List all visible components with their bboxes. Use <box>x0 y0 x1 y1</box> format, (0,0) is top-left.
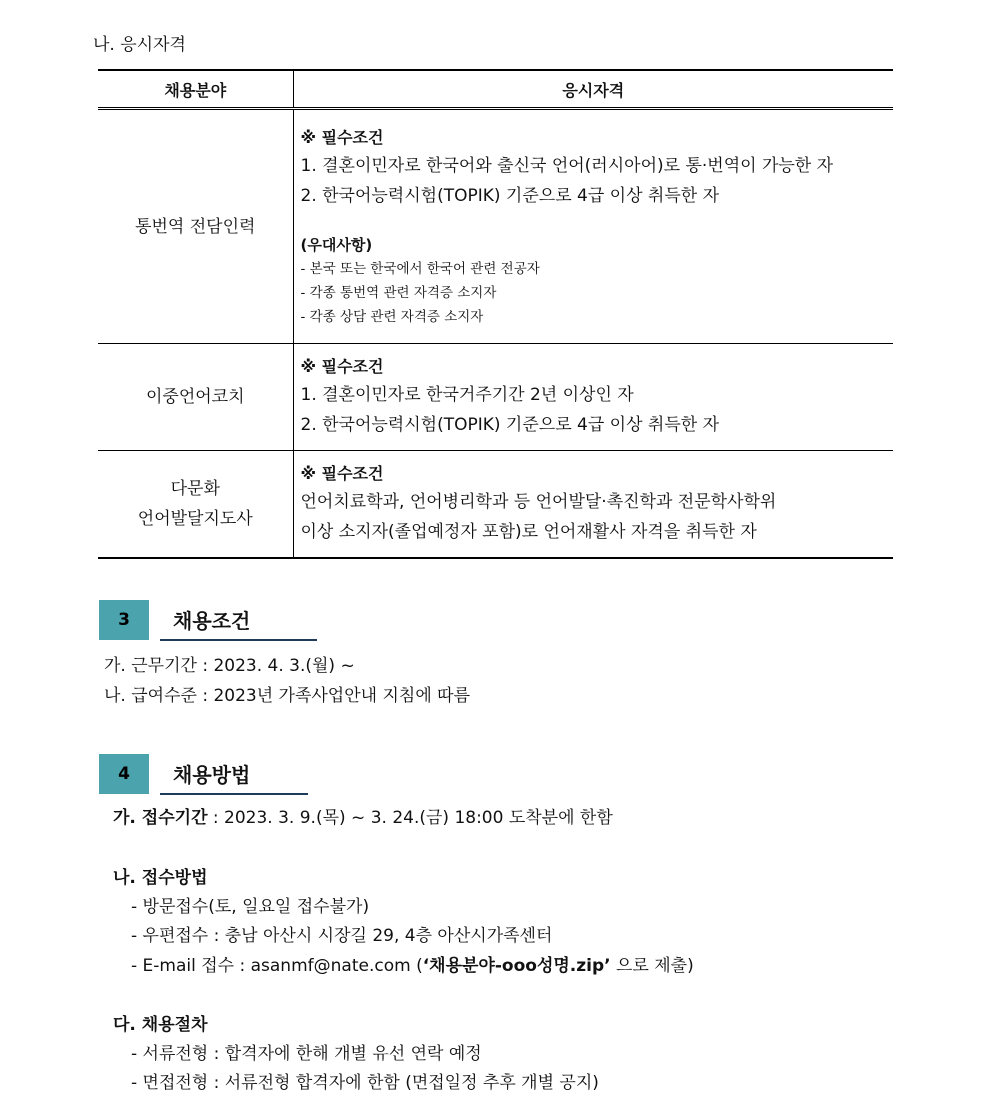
section-3-underline <box>160 639 317 641</box>
required-label: ※ 필수조건 <box>300 357 384 376</box>
field-name: 다문화 <box>170 478 220 499</box>
email-prefix: - E-mail 접수 : asanmf@nate.com ( <box>131 956 423 976</box>
qualification-cell <box>293 344 893 451</box>
header-field: 채용분야 <box>98 70 293 109</box>
table-row <box>98 109 893 344</box>
process-item: - 서류전형 : 합격자에 한해 개별 유선 연락 예정 <box>131 1044 482 1064</box>
qualification-line: 1. 결혼이민자로 한국거주기간 2년 이상인 자 <box>300 385 634 405</box>
qualification-table <box>98 69 893 559</box>
qualification-line: 2. 한국어능력시험(TOPIK) 기준으로 4급 이상 취득한 자 <box>300 415 719 435</box>
field-name: 이중언어코치 <box>145 387 245 407</box>
email-suffix: 으로 제출) <box>610 956 694 976</box>
section-4-underline <box>160 793 308 795</box>
qualification-line: 1. 결혼이민자로 한국어와 출신국 언어(러시아어)로 통·번역이 가능한 자 <box>300 155 834 176</box>
preference-label: (우대사항) <box>300 235 373 254</box>
required-label: ※ 필수조건 <box>300 127 384 147</box>
preference-item: - 본국 또는 한국에서 한국어 관련 전공자 <box>300 260 540 277</box>
recruitment-process-label: 다. 채용절차 <box>113 1015 208 1035</box>
field-cell <box>98 344 293 451</box>
header-qualification: 응시자격 <box>293 70 893 109</box>
field-name: 언어발달지도사 <box>137 508 253 529</box>
application-period-label: 가. 접수기간 <box>113 808 208 828</box>
preference-item: - 각종 통번역 관련 자격증 소지자 <box>300 284 497 301</box>
qualification-line: 2. 한국어능력시험(TOPIK) 기준으로 4급 이상 취득한 자 <box>300 185 719 206</box>
section-3-number-badge: 3 <box>99 600 149 640</box>
field-name: 통번역 전담인력 <box>135 216 256 237</box>
application-method-label: 나. 접수방법 <box>113 868 208 888</box>
qualification-subtitle: 나. 응시자격 <box>93 35 186 55</box>
process-item: - 면접전형 : 서류전형 합격자에 한함 (면접일정 추후 개별 공지) <box>131 1073 599 1093</box>
section-4-number-badge: 4 <box>99 754 149 794</box>
application-period-value: : 2023. 3. 9.(목) ~ 3. 24.(금) 18:00 도착분에 한함 <box>212 808 613 828</box>
field-cell <box>98 109 293 344</box>
method-item-email <box>131 952 694 980</box>
field-cell <box>98 451 293 558</box>
table-header-row <box>98 70 893 109</box>
required-label: ※ 필수조건 <box>300 463 384 483</box>
salary-level: 나. 급여수준 : 2023년 가족사업안내 지침에 따름 <box>104 686 470 706</box>
qualification-cell <box>293 451 893 558</box>
section-3-title: 채용조건 <box>173 609 251 633</box>
email-filename-format: ‘채용분야-ooo성명.zip’ <box>422 956 611 976</box>
application-period <box>113 804 613 832</box>
method-item: - 우편접수 : 충남 아산시 시장길 29, 4층 아산시가족센터 <box>131 926 553 946</box>
work-period: 가. 근무기간 : 2023. 4. 3.(월) ~ <box>104 656 355 676</box>
qualification-line: 언어치료학과, 언어병리학과 등 언어발달·촉진학과 전문학사학위 <box>300 491 777 512</box>
method-item: - 방문접수(토, 일요일 접수불가) <box>131 897 370 917</box>
preference-item: - 각종 상담 관련 자격증 소지자 <box>300 308 484 325</box>
section-4-title: 채용방법 <box>173 763 251 787</box>
qualification-cell <box>293 109 893 344</box>
qualification-line: 이상 소지자(졸업예정자 포함)로 언어재활사 자격을 취득한 자 <box>300 521 757 542</box>
table-row <box>98 451 893 558</box>
table-row <box>98 344 893 451</box>
